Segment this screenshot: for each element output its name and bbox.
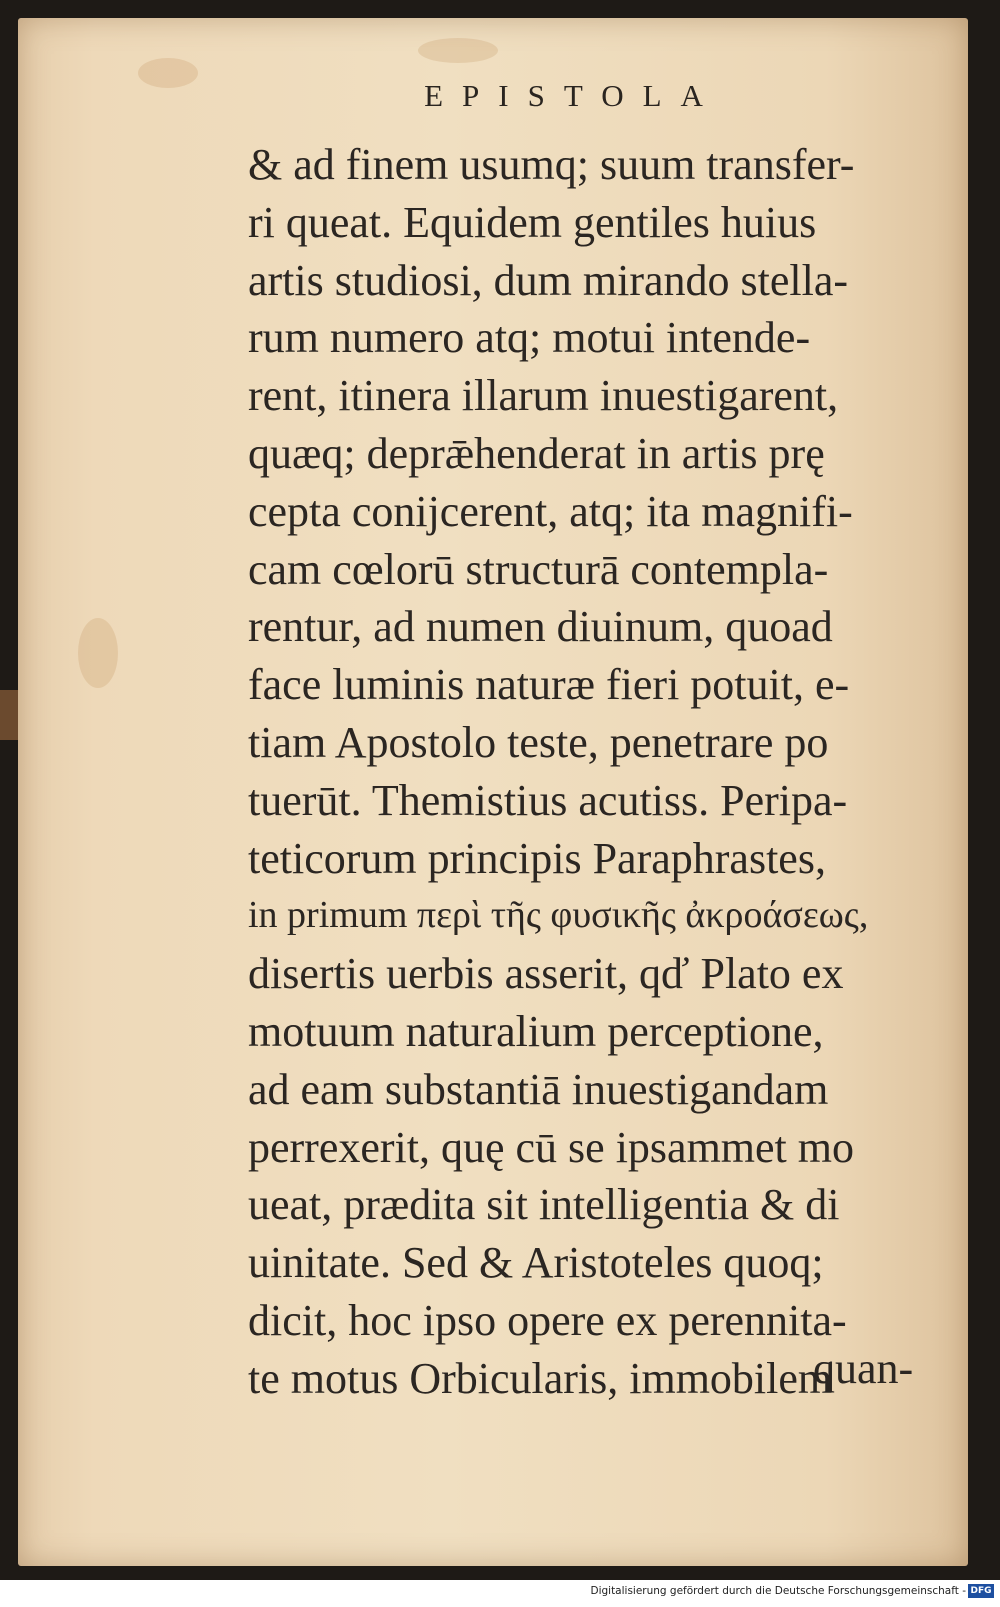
text-line: rum numero atq; motui intende- [248,313,811,363]
text-line: ad eam substantiā inuestigandam [248,1064,829,1114]
text-line: cam cœlorū structurā contempla- [248,544,829,594]
text-line: perrexerit, quę cū se ipsammet mo [248,1122,855,1172]
text-line: cepta conijcerent, atq; ita magnifi- [248,486,853,536]
catchword: quan- [813,1344,914,1393]
text-line: tuerūt. Themistius acutiss. Peripa- [248,775,848,825]
text-line: in primum περὶ τῆς φυσικῆς ἀκροάσεως, [248,894,869,937]
text-line: te motus Orbicularis, immobilem [248,1353,833,1403]
text-line: quæq; deprǣhenderat in artis prę [248,428,825,478]
text-line: artis studiosi, dum mirando stella- [248,255,849,305]
running-header: EPISTOLA [424,78,722,113]
text-line: motuum naturalium perceptione, [248,1006,824,1056]
dfg-logo: DFG [968,1584,994,1598]
text-line: ueat, prædita sit intelligentia & di [248,1180,840,1230]
text-line: tiam Apostolo teste, penetrare po [248,717,829,767]
text-line: dicit, hoc ipso opere ex perennita- [248,1295,847,1345]
text-line: rent, itinera illarum inuestigarent, [248,371,839,421]
text-line: face luminis naturæ fieri potuit, e- [248,660,850,710]
text-line: teticorum principis Paraphrastes, [248,833,826,883]
text-line: rentur, ad numen diuinum, quoad [248,602,833,652]
paper-stain [418,38,498,63]
paper-stain [78,618,118,688]
text-line: ri queat. Equidem gentiles huius [248,197,817,247]
text-line: uinitate. Sed & Aristoteles quoq; [248,1238,824,1288]
body-text [248,136,948,1408]
footer-bar [0,1580,1000,1607]
funding-credit: Digitalisierung gefördert durch die Deutsche Forschungsgemeinschaft - [590,1585,966,1597]
text-line: & ad finem usumq; suum transfer- [248,140,855,189]
text-line: disertis uerbis asserit, qď Plato ex [248,949,844,999]
book-page [18,18,968,1566]
